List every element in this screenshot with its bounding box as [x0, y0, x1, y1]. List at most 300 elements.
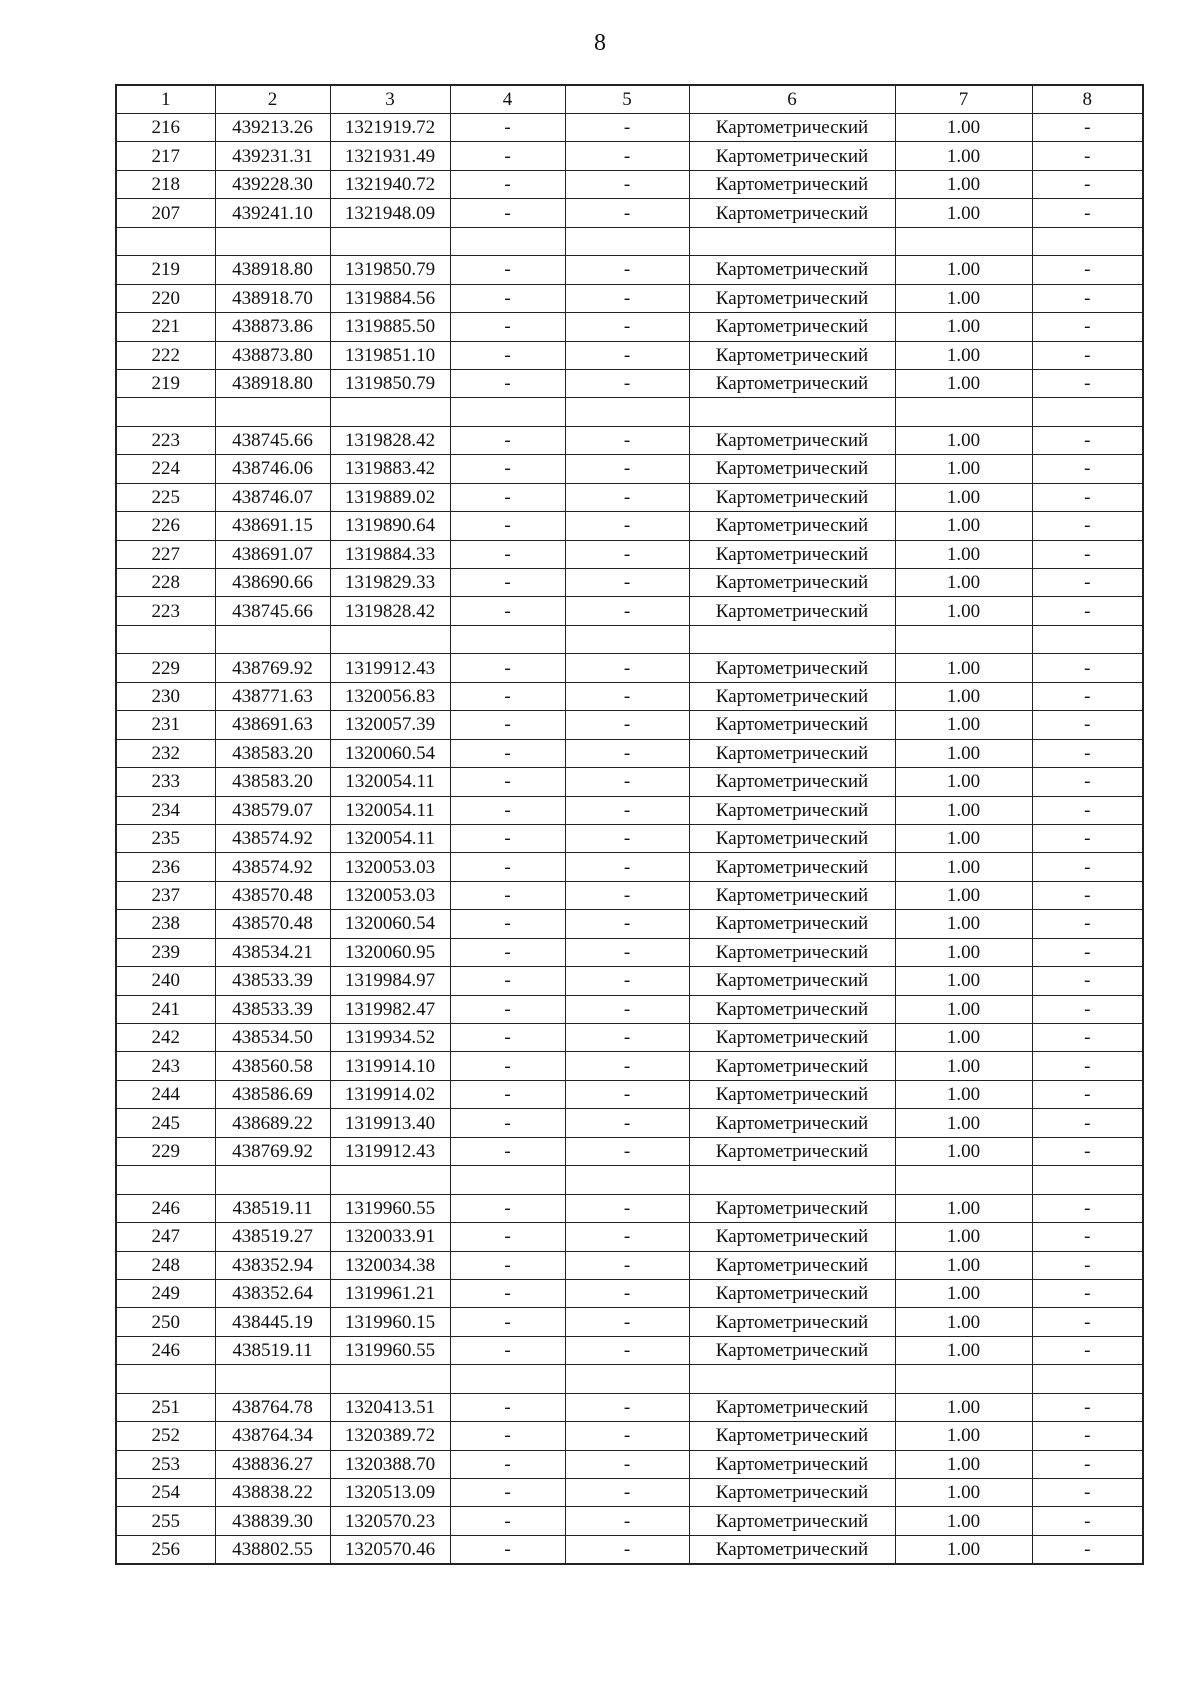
cell-point-number: 253 — [116, 1450, 215, 1478]
cell-method: Картометрический — [689, 1194, 895, 1222]
cell-accuracy: 1.00 — [895, 1194, 1032, 1222]
cell-point-number: 232 — [116, 739, 215, 767]
cell-column-5 — [565, 1166, 689, 1194]
column-header-2: 2 — [215, 85, 330, 114]
table-row — [116, 1052, 1143, 1080]
cell-coordinate-x: 438534.50 — [215, 1024, 330, 1052]
cell-coordinate-y: 1320389.72 — [330, 1422, 450, 1450]
cell-column-5: - — [565, 1422, 689, 1450]
cell-column-5: - — [565, 1052, 689, 1080]
column-header-7: 7 — [895, 85, 1032, 114]
cell-point-number — [116, 625, 215, 653]
cell-method: Картометрический — [689, 284, 895, 312]
table-row — [116, 1336, 1143, 1364]
cell-coordinate-x — [215, 1365, 330, 1393]
cell-method: Картометрический — [689, 483, 895, 511]
cell-column-5: - — [565, 540, 689, 568]
cell-column-8: - — [1032, 1450, 1143, 1478]
cell-point-number: 223 — [116, 426, 215, 454]
cell-column-8: - — [1032, 1024, 1143, 1052]
cell-coordinate-y: 1319885.50 — [330, 313, 450, 341]
table-row — [116, 1194, 1143, 1222]
table-row — [116, 654, 1143, 682]
cell-coordinate-y: 1319890.64 — [330, 512, 450, 540]
cell-accuracy: 1.00 — [895, 256, 1032, 284]
cell-coordinate-y: 1320054.11 — [330, 768, 450, 796]
cell-method: Картометрический — [689, 938, 895, 966]
cell-column-5: - — [565, 739, 689, 767]
cell-coordinate-y: 1319982.47 — [330, 995, 450, 1023]
table-row — [116, 1393, 1143, 1421]
cell-column-8: - — [1032, 569, 1143, 597]
cell-column-8: - — [1032, 1080, 1143, 1108]
cell-coordinate-x: 438746.07 — [215, 483, 330, 511]
cell-column-4: - — [450, 1109, 565, 1137]
cell-column-4: - — [450, 711, 565, 739]
cell-column-8: - — [1032, 1535, 1143, 1564]
cell-column-8: - — [1032, 1393, 1143, 1421]
cell-column-5: - — [565, 853, 689, 881]
cell-accuracy: 1.00 — [895, 1279, 1032, 1307]
cell-coordinate-y: 1320388.70 — [330, 1450, 450, 1478]
cell-method: Картометрический — [689, 768, 895, 796]
cell-point-number: 242 — [116, 1024, 215, 1052]
cell-column-8: - — [1032, 170, 1143, 198]
cell-column-5: - — [565, 341, 689, 369]
cell-column-8: - — [1032, 824, 1143, 852]
cell-method: Картометрический — [689, 512, 895, 540]
table-row — [116, 853, 1143, 881]
cell-accuracy: 1.00 — [895, 967, 1032, 995]
table-row — [116, 199, 1143, 227]
cell-column-5: - — [565, 967, 689, 995]
cell-coordinate-x: 438918.80 — [215, 256, 330, 284]
cell-accuracy: 1.00 — [895, 597, 1032, 625]
table-row — [116, 142, 1143, 170]
cell-column-8: - — [1032, 313, 1143, 341]
cell-column-5: - — [565, 1080, 689, 1108]
cell-column-8: - — [1032, 711, 1143, 739]
cell-coordinate-x: 438769.92 — [215, 654, 330, 682]
cell-accuracy: 1.00 — [895, 1479, 1032, 1507]
table-row — [116, 682, 1143, 710]
table-row — [116, 114, 1143, 142]
cell-column-4: - — [450, 1279, 565, 1307]
cell-column-4: - — [450, 739, 565, 767]
table-row — [116, 426, 1143, 454]
table-row — [116, 540, 1143, 568]
cell-column-4 — [450, 1166, 565, 1194]
table-row — [116, 967, 1143, 995]
cell-column-5: - — [565, 938, 689, 966]
cell-column-8: - — [1032, 455, 1143, 483]
cell-accuracy: 1.00 — [895, 569, 1032, 597]
cell-column-4: - — [450, 654, 565, 682]
cell-method: Картометрический — [689, 170, 895, 198]
cell-column-4: - — [450, 768, 565, 796]
cell-point-number: 243 — [116, 1052, 215, 1080]
cell-method: Картометрический — [689, 1080, 895, 1108]
cell-coordinate-y: 1320513.09 — [330, 1479, 450, 1507]
table-row — [116, 569, 1143, 597]
cell-column-4: - — [450, 881, 565, 909]
coordinates-table — [115, 84, 1144, 1565]
table-row — [116, 711, 1143, 739]
column-header-1: 1 — [116, 85, 215, 114]
cell-point-number: 235 — [116, 824, 215, 852]
cell-coordinate-x: 438918.80 — [215, 369, 330, 397]
cell-coordinate-y: 1320570.46 — [330, 1535, 450, 1564]
cell-method: Картометрический — [689, 597, 895, 625]
cell-point-number: 229 — [116, 1137, 215, 1165]
cell-column-4: - — [450, 967, 565, 995]
cell-column-5: - — [565, 910, 689, 938]
page-number: 8 — [594, 30, 606, 56]
cell-column-5: - — [565, 313, 689, 341]
cell-coordinate-y: 1319914.10 — [330, 1052, 450, 1080]
cell-method — [689, 1166, 895, 1194]
cell-coordinate-x: 439241.10 — [215, 199, 330, 227]
cell-point-number: 252 — [116, 1422, 215, 1450]
table-row — [116, 1223, 1143, 1251]
cell-method — [689, 227, 895, 255]
cell-accuracy: 1.00 — [895, 199, 1032, 227]
cell-coordinate-x: 438519.27 — [215, 1223, 330, 1251]
cell-coordinate-x: 438691.07 — [215, 540, 330, 568]
table-row — [116, 256, 1143, 284]
cell-accuracy: 1.00 — [895, 995, 1032, 1023]
cell-column-4: - — [450, 938, 565, 966]
cell-coordinate-x: 438534.21 — [215, 938, 330, 966]
cell-column-8: - — [1032, 1052, 1143, 1080]
cell-column-8: - — [1032, 369, 1143, 397]
cell-method: Картометрический — [689, 1308, 895, 1336]
cell-column-8: - — [1032, 284, 1143, 312]
cell-coordinate-x: 438771.63 — [215, 682, 330, 710]
cell-coordinate-x: 438533.39 — [215, 995, 330, 1023]
cell-coordinate-x: 438586.69 — [215, 1080, 330, 1108]
cell-accuracy: 1.00 — [895, 768, 1032, 796]
cell-point-number — [116, 1166, 215, 1194]
table-row — [116, 739, 1143, 767]
column-header-3: 3 — [330, 85, 450, 114]
cell-coordinate-y: 1319914.02 — [330, 1080, 450, 1108]
cell-column-4: - — [450, 995, 565, 1023]
cell-point-number — [116, 398, 215, 426]
cell-column-8 — [1032, 398, 1143, 426]
cell-column-8: - — [1032, 426, 1143, 454]
cell-accuracy: 1.00 — [895, 170, 1032, 198]
cell-accuracy: 1.00 — [895, 483, 1032, 511]
cell-method: Картометрический — [689, 1336, 895, 1364]
cell-column-8: - — [1032, 1137, 1143, 1165]
cell-point-number: 241 — [116, 995, 215, 1023]
cell-coordinate-x: 438690.66 — [215, 569, 330, 597]
cell-column-5: - — [565, 1450, 689, 1478]
cell-accuracy — [895, 227, 1032, 255]
cell-column-8: - — [1032, 142, 1143, 170]
cell-coordinate-x: 438769.92 — [215, 1137, 330, 1165]
separator-row — [116, 1365, 1143, 1393]
cell-accuracy: 1.00 — [895, 540, 1032, 568]
cell-column-4: - — [450, 682, 565, 710]
cell-column-5: - — [565, 881, 689, 909]
cell-column-5: - — [565, 1109, 689, 1137]
cell-column-5: - — [565, 824, 689, 852]
cell-column-8: - — [1032, 199, 1143, 227]
cell-coordinate-x — [215, 625, 330, 653]
cell-column-8: - — [1032, 1479, 1143, 1507]
cell-column-8: - — [1032, 796, 1143, 824]
cell-point-number: 226 — [116, 512, 215, 540]
cell-coordinate-x: 438352.94 — [215, 1251, 330, 1279]
cell-column-8: - — [1032, 1279, 1143, 1307]
cell-column-4: - — [450, 1535, 565, 1564]
cell-coordinate-x: 438583.20 — [215, 768, 330, 796]
table-row — [116, 1507, 1143, 1535]
cell-point-number: 229 — [116, 654, 215, 682]
cell-coordinate-x: 438570.48 — [215, 910, 330, 938]
cell-accuracy: 1.00 — [895, 369, 1032, 397]
cell-column-5: - — [565, 1308, 689, 1336]
cell-coordinate-x — [215, 1166, 330, 1194]
table-row — [116, 796, 1143, 824]
cell-column-4: - — [450, 483, 565, 511]
cell-method: Картометрический — [689, 1422, 895, 1450]
cell-accuracy: 1.00 — [895, 1080, 1032, 1108]
column-header-4: 4 — [450, 85, 565, 114]
table-row — [116, 313, 1143, 341]
cell-coordinate-x: 439231.31 — [215, 142, 330, 170]
cell-coordinate-y — [330, 398, 450, 426]
cell-coordinate-x: 438764.78 — [215, 1393, 330, 1421]
cell-coordinate-y: 1320060.54 — [330, 910, 450, 938]
cell-method: Картометрический — [689, 881, 895, 909]
cell-coordinate-x: 438691.63 — [215, 711, 330, 739]
cell-accuracy: 1.00 — [895, 739, 1032, 767]
cell-column-5: - — [565, 1535, 689, 1564]
cell-coordinate-y — [330, 227, 450, 255]
cell-accuracy: 1.00 — [895, 284, 1032, 312]
cell-column-8: - — [1032, 853, 1143, 881]
cell-coordinate-y: 1319851.10 — [330, 341, 450, 369]
cell-column-5: - — [565, 995, 689, 1023]
cell-coordinate-x: 438836.27 — [215, 1450, 330, 1478]
cell-accuracy: 1.00 — [895, 910, 1032, 938]
cell-coordinate-x: 438689.22 — [215, 1109, 330, 1137]
cell-method: Картометрический — [689, 739, 895, 767]
cell-column-5: - — [565, 142, 689, 170]
cell-point-number: 249 — [116, 1279, 215, 1307]
cell-point-number: 228 — [116, 569, 215, 597]
cell-column-4: - — [450, 853, 565, 881]
cell-accuracy — [895, 1365, 1032, 1393]
cell-column-4: - — [450, 170, 565, 198]
table-row — [116, 768, 1143, 796]
cell-method: Картометрический — [689, 853, 895, 881]
cell-coordinate-x: 438873.80 — [215, 341, 330, 369]
cell-column-4: - — [450, 910, 565, 938]
cell-column-8: - — [1032, 1308, 1143, 1336]
cell-method: Картометрический — [689, 1450, 895, 1478]
cell-point-number: 254 — [116, 1479, 215, 1507]
table-row — [116, 1137, 1143, 1165]
cell-column-5: - — [565, 199, 689, 227]
cell-coordinate-x — [215, 227, 330, 255]
cell-column-5: - — [565, 1479, 689, 1507]
table-row — [116, 1251, 1143, 1279]
cell-coordinate-x: 438764.34 — [215, 1422, 330, 1450]
cell-coordinate-y: 1319912.43 — [330, 1137, 450, 1165]
cell-coordinate-x: 439228.30 — [215, 170, 330, 198]
cell-column-8: - — [1032, 1251, 1143, 1279]
cell-column-4: - — [450, 824, 565, 852]
table-row — [116, 1535, 1143, 1564]
cell-coordinate-y: 1319883.42 — [330, 455, 450, 483]
cell-point-number: 246 — [116, 1336, 215, 1364]
cell-column-8 — [1032, 1166, 1143, 1194]
cell-accuracy — [895, 1166, 1032, 1194]
cell-method: Картометрический — [689, 256, 895, 284]
cell-coordinate-y: 1319960.55 — [330, 1336, 450, 1364]
cell-column-5: - — [565, 369, 689, 397]
cell-column-8: - — [1032, 1507, 1143, 1535]
cell-point-number: 244 — [116, 1080, 215, 1108]
cell-coordinate-x: 438570.48 — [215, 881, 330, 909]
cell-method: Картометрический — [689, 1479, 895, 1507]
cell-coordinate-x: 438746.06 — [215, 455, 330, 483]
cell-method: Картометрический — [689, 569, 895, 597]
cell-accuracy: 1.00 — [895, 1223, 1032, 1251]
cell-coordinate-x: 438579.07 — [215, 796, 330, 824]
cell-point-number: 256 — [116, 1535, 215, 1564]
cell-column-8: - — [1032, 341, 1143, 369]
cell-column-8: - — [1032, 910, 1143, 938]
cell-method: Картометрический — [689, 796, 895, 824]
cell-accuracy: 1.00 — [895, 1450, 1032, 1478]
cell-column-8: - — [1032, 967, 1143, 995]
cell-method: Картометрический — [689, 711, 895, 739]
cell-accuracy — [895, 398, 1032, 426]
cell-column-4: - — [450, 1450, 565, 1478]
cell-column-4: - — [450, 512, 565, 540]
cell-method — [689, 398, 895, 426]
cell-accuracy: 1.00 — [895, 824, 1032, 852]
cell-method: Картометрический — [689, 426, 895, 454]
cell-column-5: - — [565, 1336, 689, 1364]
cell-accuracy: 1.00 — [895, 1507, 1032, 1535]
cell-point-number: 225 — [116, 483, 215, 511]
cell-accuracy: 1.00 — [895, 1308, 1032, 1336]
cell-coordinate-y — [330, 1365, 450, 1393]
separator-row — [116, 625, 1143, 653]
cell-column-4: - — [450, 1422, 565, 1450]
cell-method: Картометрический — [689, 455, 895, 483]
cell-method: Картометрический — [689, 1137, 895, 1165]
table-row — [116, 910, 1143, 938]
cell-accuracy: 1.00 — [895, 881, 1032, 909]
cell-column-5: - — [565, 284, 689, 312]
cell-coordinate-y: 1319912.43 — [330, 654, 450, 682]
cell-column-8: - — [1032, 995, 1143, 1023]
cell-accuracy: 1.00 — [895, 853, 1032, 881]
cell-coordinate-y: 1320570.23 — [330, 1507, 450, 1535]
cell-column-4: - — [450, 455, 565, 483]
cell-accuracy: 1.00 — [895, 1109, 1032, 1137]
cell-point-number: 216 — [116, 114, 215, 142]
table-row — [116, 455, 1143, 483]
cell-method: Картометрический — [689, 824, 895, 852]
cell-coordinate-y: 1319884.33 — [330, 540, 450, 568]
table-row — [116, 597, 1143, 625]
cell-column-5 — [565, 227, 689, 255]
table-row — [116, 1024, 1143, 1052]
cell-accuracy: 1.00 — [895, 313, 1032, 341]
cell-coordinate-y: 1321940.72 — [330, 170, 450, 198]
cell-column-8: - — [1032, 768, 1143, 796]
cell-accuracy: 1.00 — [895, 1137, 1032, 1165]
cell-coordinate-y: 1321919.72 — [330, 114, 450, 142]
cell-accuracy — [895, 625, 1032, 653]
cell-column-4: - — [450, 313, 565, 341]
table-body — [116, 114, 1143, 1565]
cell-column-8: - — [1032, 114, 1143, 142]
table-row — [116, 170, 1143, 198]
cell-column-8: - — [1032, 1336, 1143, 1364]
table-row — [116, 1279, 1143, 1307]
cell-column-5: - — [565, 682, 689, 710]
cell-method — [689, 1365, 895, 1393]
cell-coordinate-y — [330, 625, 450, 653]
cell-point-number: 237 — [116, 881, 215, 909]
cell-coordinate-y: 1319884.56 — [330, 284, 450, 312]
cell-point-number: 221 — [116, 313, 215, 341]
cell-method: Картометрический — [689, 1251, 895, 1279]
cell-column-4: - — [450, 1080, 565, 1108]
cell-column-5: - — [565, 1137, 689, 1165]
cell-coordinate-x: 438802.55 — [215, 1535, 330, 1564]
cell-column-4 — [450, 1365, 565, 1393]
cell-coordinate-x: 438745.66 — [215, 597, 330, 625]
cell-method: Картометрический — [689, 369, 895, 397]
cell-coordinate-x: 438574.92 — [215, 824, 330, 852]
cell-column-5: - — [565, 455, 689, 483]
cell-column-4: - — [450, 426, 565, 454]
cell-coordinate-x: 438519.11 — [215, 1194, 330, 1222]
cell-coordinate-y: 1319961.21 — [330, 1279, 450, 1307]
cell-column-5 — [565, 1365, 689, 1393]
cell-column-5: - — [565, 483, 689, 511]
cell-column-5 — [565, 625, 689, 653]
cell-column-8: - — [1032, 483, 1143, 511]
cell-column-4 — [450, 625, 565, 653]
cell-coordinate-x: 438745.66 — [215, 426, 330, 454]
cell-accuracy: 1.00 — [895, 1393, 1032, 1421]
cell-coordinate-x: 438873.86 — [215, 313, 330, 341]
cell-coordinate-y: 1319828.42 — [330, 426, 450, 454]
cell-accuracy: 1.00 — [895, 654, 1032, 682]
cell-point-number: 223 — [116, 597, 215, 625]
cell-coordinate-x: 438533.39 — [215, 967, 330, 995]
cell-column-4: - — [450, 369, 565, 397]
cell-method: Картометрический — [689, 199, 895, 227]
column-header-6: 6 — [689, 85, 895, 114]
cell-column-4: - — [450, 256, 565, 284]
cell-column-8: - — [1032, 1109, 1143, 1137]
column-header-8: 8 — [1032, 85, 1143, 114]
cell-column-4: - — [450, 284, 565, 312]
cell-column-5: - — [565, 426, 689, 454]
